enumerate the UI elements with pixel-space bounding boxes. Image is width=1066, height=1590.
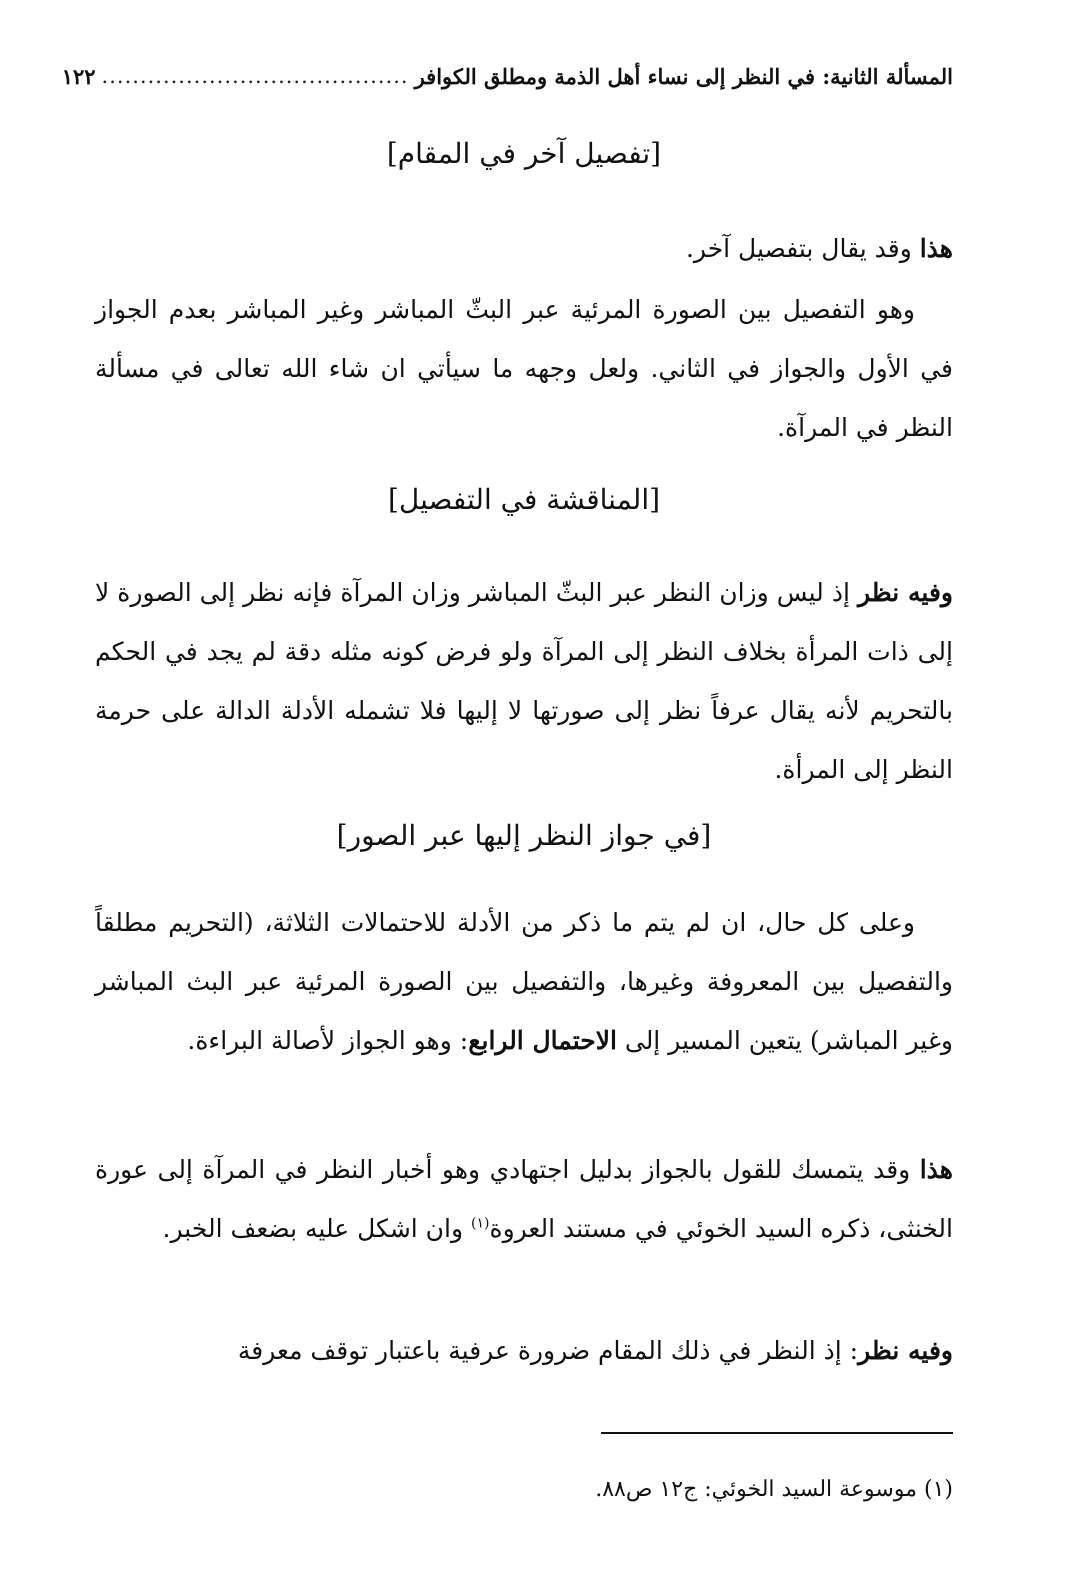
header-leader-dots: ........................................: [101, 64, 409, 88]
section-heading-2: [المناقشة في التفصيل]: [387, 483, 661, 516]
paragraph-text: وقد يقال بتفصيل آخر.: [685, 234, 920, 263]
paragraph-text: وعلى كل حال، ان لم يتم ما ذكر من الأدلة للاحتمالات الثلاثة، (التحريم مطلقاً والتفصيل بين المعروفة وغيرها، والتفصيل بين الصورة المرئية عبر البث المباشر وغير المباشر) يتعين المسير إلى: [95, 908, 953, 1055]
footnote-separator: [601, 1432, 953, 1434]
paragraph-text: وان اشكل عليه بضعف الخبر.: [162, 1214, 471, 1243]
header-title: المسألة الثانية: في النظر إلى نساء أهل الذمة ومطلق الكوافر: [414, 63, 953, 89]
page-number: ١٢٢: [61, 63, 96, 89]
section-heading-3: [في جواز النظر إليها عبر الصور]: [336, 819, 712, 852]
section-heading-1: [تفصيل آخر في المقام]: [386, 137, 662, 170]
paragraph-text: وقد يتمسك للقول بالجواز بدليل اجتهادي وهو أخبار النظر في المرآة إلى عورة الخنثى، ذكره السيد الخوئي في مستند العروة: [95, 1155, 953, 1243]
footnote-reference[interactable]: (١): [471, 1215, 490, 1232]
paragraph-6: [95, 1321, 953, 1380]
paragraph-5: [95, 1140, 953, 1258]
paragraph-lead: وفيه نظر: [858, 1336, 953, 1365]
running-header: [61, 58, 953, 94]
document-page: [61, 0, 954, 1590]
paragraph-text: : إذ النظر في ذلك المقام ضرورة عرفية باعتبار توقف معرفة: [237, 1336, 859, 1365]
paragraph-text: وهو التفصيل بين الصورة المرئية عبر البثّ المباشر وغير المباشر بعدم الجواز في الأول والجواز في الثاني. ولعل وجهه ما سيأتي ان شاء الله تعالى في مسألة النظر في المرآة.: [95, 295, 953, 442]
paragraph-2: [95, 280, 953, 457]
footnote: (١) موسوعة السيد الخوئي: ج١٢ ص٨٨.: [595, 1477, 953, 1502]
paragraph-lead: وفيه نظر: [857, 578, 953, 607]
paragraph-lead: هذا: [919, 1155, 953, 1184]
paragraph-emphasis: الاحتمال الرابع: [468, 1026, 617, 1055]
paragraph-text: إذ ليس وزان النظر عبر البثّ المباشر وزان المرآة فإنه نظر إلى الصورة لا إلى ذات المرأة بخلاف النظر إلى المرآة ولو فرض كونه مثله دقة لم يجد في الحكم بالتحريم لأنه يقال عرفاً نظر إلى صورتها لا إليها فلا تشمله الأدلة الدالة على حرمة النظر إلى المرأة.: [95, 578, 954, 784]
paragraph-4: [95, 893, 953, 1070]
paragraph-1: [95, 219, 953, 278]
paragraph-3: [95, 563, 953, 799]
paragraph-text: : وهو الجواز لأصالة البراءة.: [187, 1026, 469, 1055]
paragraph-lead: هذا: [919, 234, 953, 263]
